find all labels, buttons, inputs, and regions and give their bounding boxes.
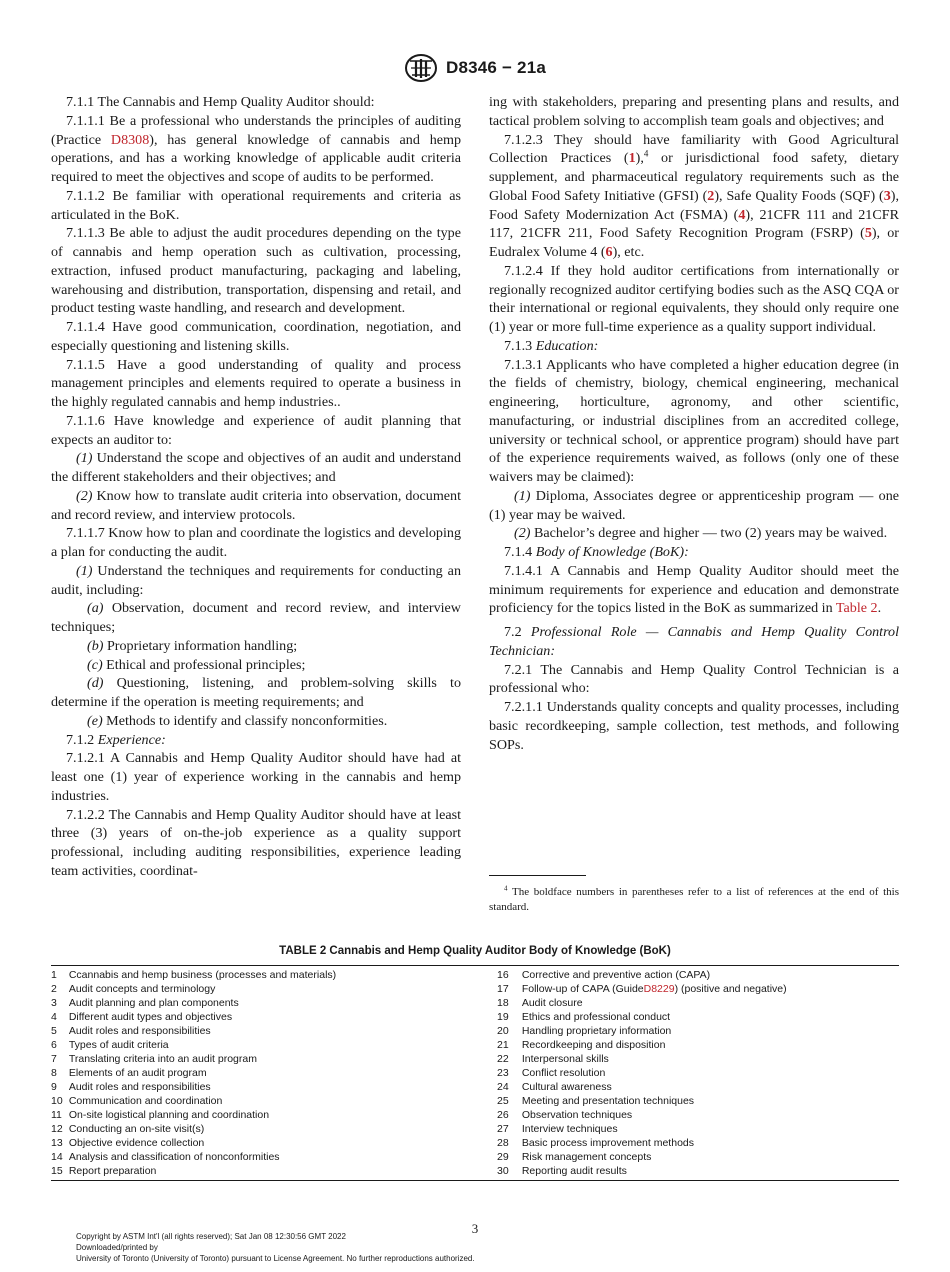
page-number: 3 — [471, 1221, 479, 1236]
list-item: (a) Observation, document and record review, and interview techniques; — [51, 600, 461, 635]
reference-link[interactable]: 4 — [738, 206, 746, 223]
list-item: (b) Proprietary information handling; — [87, 637, 298, 654]
table-row: 20 Handling proprietary information — [497, 1025, 672, 1037]
right-column — [489, 93, 899, 754]
table-row: 17 Follow-up of CAPA (Guide D8229 ) (positive and negative) — [497, 983, 787, 995]
footnote-divider — [489, 875, 586, 876]
paragraph-7-1-1-3: 7.1.1.3 Be able to adjust the audit procedures depending on the type of cannabis and hemp operation such as cultivation, processing, extraction, infused product manufacturing, packaging and labeling, warehousing and distribution, transportation, dispensing and retail, and product testing waste handling, and research and development. — [51, 225, 461, 317]
reference-link[interactable]: 2 — [707, 187, 715, 204]
paragraph-7-1-1-2: 7.1.1.2 Be familiar with operational requirements and criteria as articulated in the BoK. — [51, 187, 461, 223]
page-header — [0, 52, 950, 84]
paragraph-continuation: ing with stakeholders, preparing and presenting plans and results, and tactical problem solving to accomplish team goals and objectives; and — [489, 94, 899, 129]
paragraph-7-1-2-1: 7.1.2.1 A Cannabis and Hemp Quality Auditor should have had at least one (1) year of experience working in the cannabis and hemp industries. — [51, 750, 461, 804]
table-row: 23 Conflict resolution — [497, 1067, 606, 1079]
reference-link[interactable]: 1 — [628, 150, 636, 167]
section-heading-7-2: 7.2 Professional Role — Cannabis and Hemp Quality Control Technician: — [489, 624, 900, 659]
copyright-notice — [76, 1231, 475, 1264]
table-row: 21 Recordkeeping and disposition — [497, 1039, 666, 1051]
list-item: (1) Diploma, Associates degree or apprenticeship program — one (1) year may be waived. — [489, 487, 899, 523]
list-item: (c) Ethical and professional principles; — [87, 656, 306, 673]
guide-d8229-link[interactable]: D8229 — [643, 983, 675, 995]
table-row: 4 Different audit types and objectives — [51, 1011, 233, 1023]
table-row: 13 Objective evidence collection — [51, 1137, 205, 1149]
table-column-left — [51, 968, 497, 1178]
paragraph-7-1-4-1: 7.1.4.1 A Cannabis and Hemp Quality Auditor should meet the minimum requirements for experience and education and demonstrate proficiency for the topics listed in the BoK as summarized in Table 2. — [489, 562, 899, 617]
paragraph-7-1-1-1: 7.1.1.1 Be a professional who understands the principles of auditing (Practice D8308), has general knowledge of cannabis and hemp operations, and has a working knowledge of applicable audit criteria required to meet the objectives and scope of audits to be performed. — [51, 112, 462, 185]
document-designation: D8346 − 21a — [445, 58, 547, 77]
table-title: TABLE 2 Cannabis and Hemp Quality Auditor Body of Knowledge (BoK) — [279, 945, 671, 957]
table-row: 9 Audit roles and responsibilities — [51, 1081, 211, 1093]
table-row: 26 Observation techniques — [497, 1109, 633, 1121]
paragraph-7-1-2-4: 7.1.2.4 If they hold auditor certifications from internationally or regionally recognized auditor certifying bodies such as the ASQ CQA or their international or regional equivalents, they should only require one (1) year or more full-time experience as a quality support individual. — [489, 262, 899, 335]
table-row: 8 Elements of an audit program — [51, 1067, 207, 1079]
paragraph-7-1-1-7: 7.1.1.7 Know how to plan and coordinate the logistics and developing a plan for conducting the audit. — [51, 525, 461, 560]
copyright-line: Downloaded/printed by — [76, 1243, 158, 1252]
copyright-line: Copyright by ASTM Int'l (all rights reserved); Sat Jan 08 12:30:56 GMT 2022 — [76, 1232, 346, 1241]
table-row: 30 Reporting audit results — [497, 1165, 627, 1177]
footnote-number: 4 — [504, 884, 508, 893]
paragraph-7-1-2-2: 7.1.2.2 The Cannabis and Hemp Quality Auditor should have at least three (3) years of on-the-job experience as a quality support professional, including auditing responsibilities, experience leading team activities, coordinat- — [51, 806, 461, 879]
list-item: (d) Questioning, listening, and problem-solving skills to determine if the operation is meeting requirements; and — [51, 675, 461, 710]
list-item: (1) Understand the scope and objectives of an audit and understand the different stakeholders and their objectives; and — [51, 450, 461, 485]
table-column-right — [497, 968, 899, 1178]
list-item: (1) Understand the techniques and requirements for conducting an audit, including: — [51, 562, 461, 598]
reference-link[interactable]: 6 — [605, 244, 613, 260]
reference-link[interactable]: 3 — [883, 187, 891, 204]
table-row: 15 Report preparation — [51, 1165, 157, 1177]
table-row: 25 Meeting and presentation techniques — [497, 1095, 695, 1107]
table-row: 16 Corrective and preventive action (CAPA) — [497, 969, 711, 981]
table-row: 10 Communication and coordination — [51, 1095, 223, 1107]
paragraph-7-2-1: 7.2.1 The Cannabis and Hemp Quality Control Technician is a professional who: — [489, 661, 899, 697]
table-row: 14 Analysis and classification of nonconformities — [51, 1151, 280, 1163]
table-row: 7 Translating criteria into an audit program — [51, 1053, 257, 1065]
paragraph-7-1-1: 7.1.1 The Cannabis and Hemp Quality Auditor should: — [66, 94, 375, 110]
list-item: (2) Bachelor’s degree and higher — two (2) years may be waived. — [514, 525, 888, 542]
paragraph-7-1-2-3: 7.1.2.3 They should have familiarity with Good Agricultural Collection Practices (1),$^4$ or jurisdictional food safety, dietary supplement, and pharmaceutical regulatory requirements such as the Global Food Safety Initiative (GFSI) (2), Safe Quality Foods (SQF) (3), Food Safety Modernization Act (FSMA) (4), 21CFR 111 and 21CFR 117, 21CFR 211, Food Safety Recognition Program (FSRP) (5), or Eudralex Volume 4 (6), etc. — [489, 131, 900, 260]
paragraph-7-1-1-4: 7.1.1.4 Have good communication, coordination, negotiation, and especially questioning and listening skills. — [51, 319, 461, 354]
table-row: 22 Interpersonal skills — [497, 1053, 609, 1065]
bok-table — [51, 965, 899, 1181]
practice-d8308-link[interactable]: D8308 — [110, 131, 150, 148]
paragraph-7-1-3-1: 7.1.3.1 Applicants who have completed a higher education degree (in the fields of chemistry, biology, chemical engineering, mechanical engineering, horticulture, agronomy, and other scientific, manufacturing, or industrial disciplines from an accredited college, university or technical school, or apprentice program) should have part of the experience requirements waived, as follows (only one of these waivers may be claimed): — [489, 356, 899, 485]
left-column — [51, 93, 461, 881]
paragraph-7-1-1-6: 7.1.1.6 Have knowledge and experience of audit planning that expects an auditor to: — [51, 412, 461, 448]
table-2-link[interactable]: Table 2 — [835, 600, 878, 617]
table-row: 12 Conducting an on-site visit(s) — [51, 1123, 205, 1135]
list-item: (2) Know how to translate audit criteria into observation, document and record review, and interview protocols. — [51, 487, 461, 523]
table-row: 3 Audit planning and plan components — [51, 997, 239, 1009]
table-row: 18 Audit closure — [497, 997, 583, 1009]
section-heading-bok: 7.1.4 Body of Knowledge (BoK): — [504, 544, 689, 560]
table-row: 28 Basic process improvement methods — [497, 1137, 694, 1149]
table-row: 1 Ccannabis and hemp business (processes and materials) — [51, 969, 337, 981]
list-item: (e) Methods to identify and classify nonconformities. — [87, 712, 388, 729]
table-row: 2 Audit concepts and terminology — [51, 983, 216, 995]
footnote-marker: 4 — [643, 148, 649, 159]
table-row: 6 Types of audit criteria — [51, 1039, 169, 1051]
table-row: 19 Ethics and professional conduct — [497, 1011, 671, 1023]
table-row: 5 Audit roles and responsibilities — [51, 1025, 211, 1037]
astm-logo-icon — [404, 53, 438, 83]
paragraph-7-1-1-5: 7.1.1.5 Have a good understanding of quality and process management principles and elements required to operate a business in the highly regulated cannabis and hemp industries.. — [51, 356, 461, 410]
section-heading-experience: 7.1.2 Experience: — [66, 731, 166, 748]
table-row: 29 Risk management concepts — [497, 1151, 652, 1163]
paragraph-7-2-1-1: 7.2.1.1 Understands quality concepts and quality processes, including basic recordkeeping, sample collection, test methods, and following SOPs. — [489, 699, 899, 753]
copyright-line: University of Toronto (University of Toronto) pursuant to License Agreement. No further reproductions authorized. — [76, 1254, 475, 1263]
table-row: 24 Cultural awareness — [497, 1081, 612, 1093]
table-row: 11 On-site logistical planning and coordination — [51, 1109, 270, 1121]
section-heading-education: 7.1.3 Education: — [504, 337, 599, 354]
table-row: 27 Interview techniques — [497, 1123, 618, 1135]
reference-link[interactable]: 5 — [864, 225, 872, 242]
footnote: $^4$ The boldface numbers in parentheses refer to a list of references at the end of this standard. — [489, 884, 899, 913]
